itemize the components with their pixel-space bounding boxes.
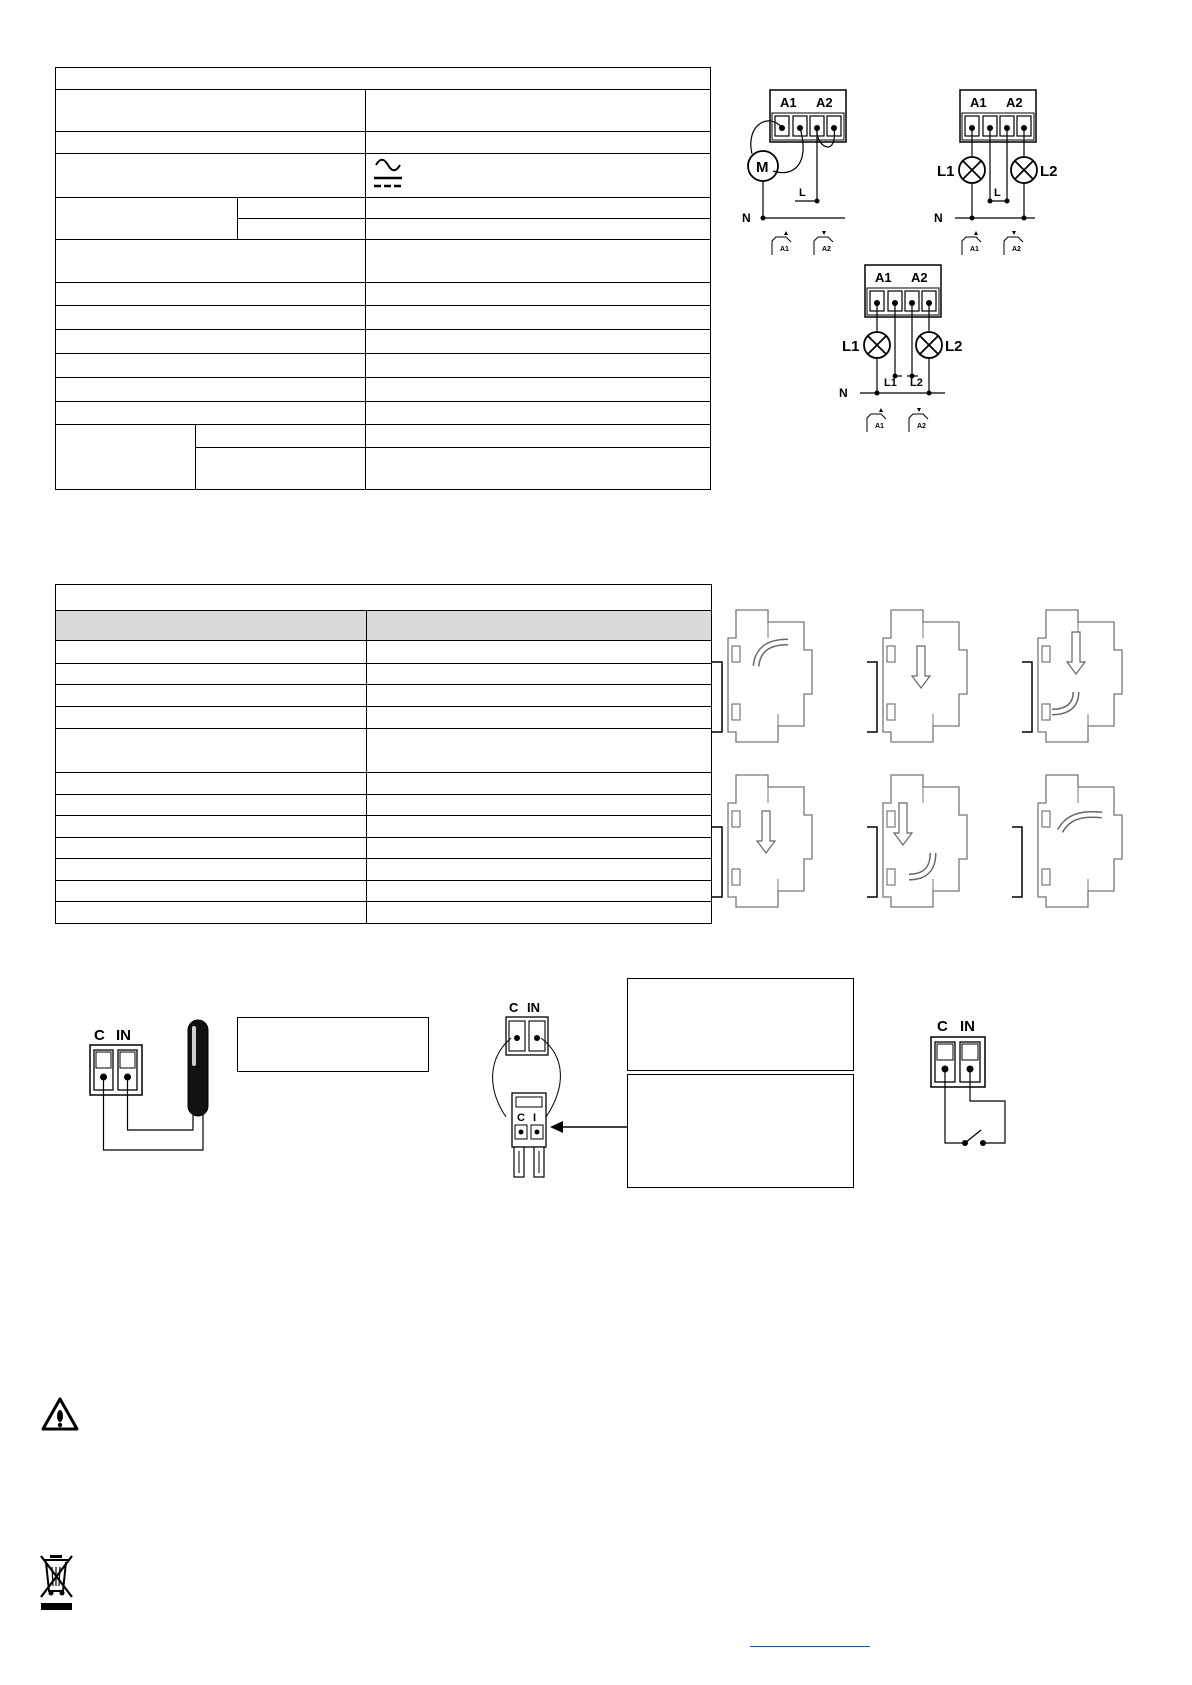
lamp-2-label: L2 — [1040, 163, 1058, 180]
table-header-cell — [56, 611, 367, 641]
table-cell — [366, 354, 711, 378]
neutral-label: N — [839, 386, 848, 400]
table-cell — [366, 198, 711, 219]
warning-icon — [40, 1396, 80, 1432]
table-cell — [196, 425, 366, 448]
table-cell — [367, 838, 712, 859]
table-cell — [366, 378, 711, 402]
terminal-c-label: C — [509, 1000, 519, 1015]
table-title-row — [56, 585, 712, 611]
btn-a1-label: A1 — [970, 246, 979, 253]
plug-note-box-bottom — [627, 1074, 854, 1188]
table-cell — [367, 902, 712, 924]
table-cell — [367, 641, 712, 664]
plug-bridge-diagram — [484, 997, 574, 1187]
table-row — [56, 425, 196, 490]
table-cell — [366, 219, 711, 240]
table-cell — [196, 448, 366, 490]
table-row — [56, 795, 367, 816]
table-row — [56, 707, 367, 729]
table-cell — [366, 425, 711, 448]
switch-input-diagram — [925, 1013, 1035, 1153]
terminal-a1-label: A1 — [780, 95, 797, 110]
line-label: L — [799, 187, 806, 199]
table-row — [56, 402, 366, 425]
table-cell — [367, 773, 712, 795]
btn-a1-label: A1 — [875, 423, 884, 430]
table-header-cell — [367, 611, 712, 641]
technical-data-table — [55, 67, 711, 490]
wiring-diagrams — [742, 90, 1150, 435]
table-cell — [238, 219, 366, 240]
table-cell — [367, 685, 712, 707]
table-row — [56, 378, 366, 402]
terminal-a1-label: A1 — [875, 270, 892, 285]
line-label: L — [994, 187, 1001, 199]
lamp-1-label: L1 — [842, 338, 860, 355]
table-row — [56, 881, 367, 902]
table-cell — [366, 448, 711, 490]
table-row — [56, 641, 367, 664]
motor-label: M — [756, 159, 769, 176]
table-cell — [366, 330, 711, 354]
table-row — [56, 90, 366, 132]
table-cell — [367, 859, 712, 881]
table-cell — [366, 154, 711, 198]
table-row — [56, 902, 367, 924]
table-cell — [238, 198, 366, 219]
btn-a2-label: A2 — [822, 246, 831, 253]
btn-a2-label: A2 — [917, 423, 926, 430]
lamp-1-label: L1 — [937, 163, 955, 180]
neutral-label: N — [934, 211, 943, 225]
table-cell — [367, 664, 712, 685]
table-cell — [367, 795, 712, 816]
plug-i-label: I — [533, 1112, 537, 1124]
table-row — [56, 240, 366, 283]
terminal-c-label: C — [937, 1018, 948, 1035]
terminal-a2-label: A2 — [911, 270, 928, 285]
sensor-input-diagram — [80, 1010, 220, 1160]
table-row — [56, 773, 367, 795]
table-row — [56, 859, 367, 881]
table-row — [56, 330, 366, 354]
table-row — [56, 816, 367, 838]
terminal-a2-label: A2 — [816, 95, 833, 110]
table-cell — [366, 306, 711, 330]
table-row — [56, 198, 238, 240]
table-row — [56, 685, 367, 707]
sensor-note-box — [237, 1017, 429, 1072]
ac-dc-symbol-icon — [372, 156, 406, 192]
table-row — [56, 729, 367, 773]
terminal-in-label: IN — [116, 1027, 131, 1044]
terminal-a1-label: A1 — [970, 95, 987, 110]
weee-bin-icon — [38, 1553, 76, 1613]
table-row — [56, 838, 367, 859]
neutral-label: N — [742, 211, 751, 225]
lamp-2-label: L2 — [945, 338, 963, 355]
btn-a2-label: A2 — [1012, 246, 1021, 253]
pointer-arrow — [550, 1120, 630, 1134]
table-row — [56, 306, 366, 330]
plug-c-label: C — [517, 1112, 525, 1124]
parameters-table — [55, 584, 712, 924]
btn-a1-label: A1 — [780, 246, 789, 253]
table-cell — [366, 90, 711, 132]
table-cell — [367, 816, 712, 838]
din-rail-mounting-figures — [708, 608, 1178, 928]
table-cell — [366, 240, 711, 283]
table-cell — [367, 881, 712, 902]
table-cell — [366, 283, 711, 306]
table-cell — [367, 707, 712, 729]
table-row — [56, 132, 366, 154]
terminal-in-label: IN — [527, 1000, 540, 1015]
line-2-label: L2 — [910, 377, 923, 389]
table-cell — [367, 729, 712, 773]
table-title-row — [56, 68, 711, 90]
table-row — [56, 354, 366, 378]
table-row — [56, 283, 366, 306]
terminal-a2-label: A2 — [1006, 95, 1023, 110]
table-cell — [366, 402, 711, 425]
table-row — [56, 664, 367, 685]
terminal-in-label: IN — [960, 1018, 975, 1035]
table-cell — [366, 132, 711, 154]
table-row — [56, 154, 366, 198]
hyperlink-underline[interactable] — [750, 1646, 870, 1647]
terminal-c-label: C — [94, 1027, 105, 1044]
plug-note-box-top — [627, 978, 854, 1071]
line-1-label: L1 — [884, 377, 897, 389]
